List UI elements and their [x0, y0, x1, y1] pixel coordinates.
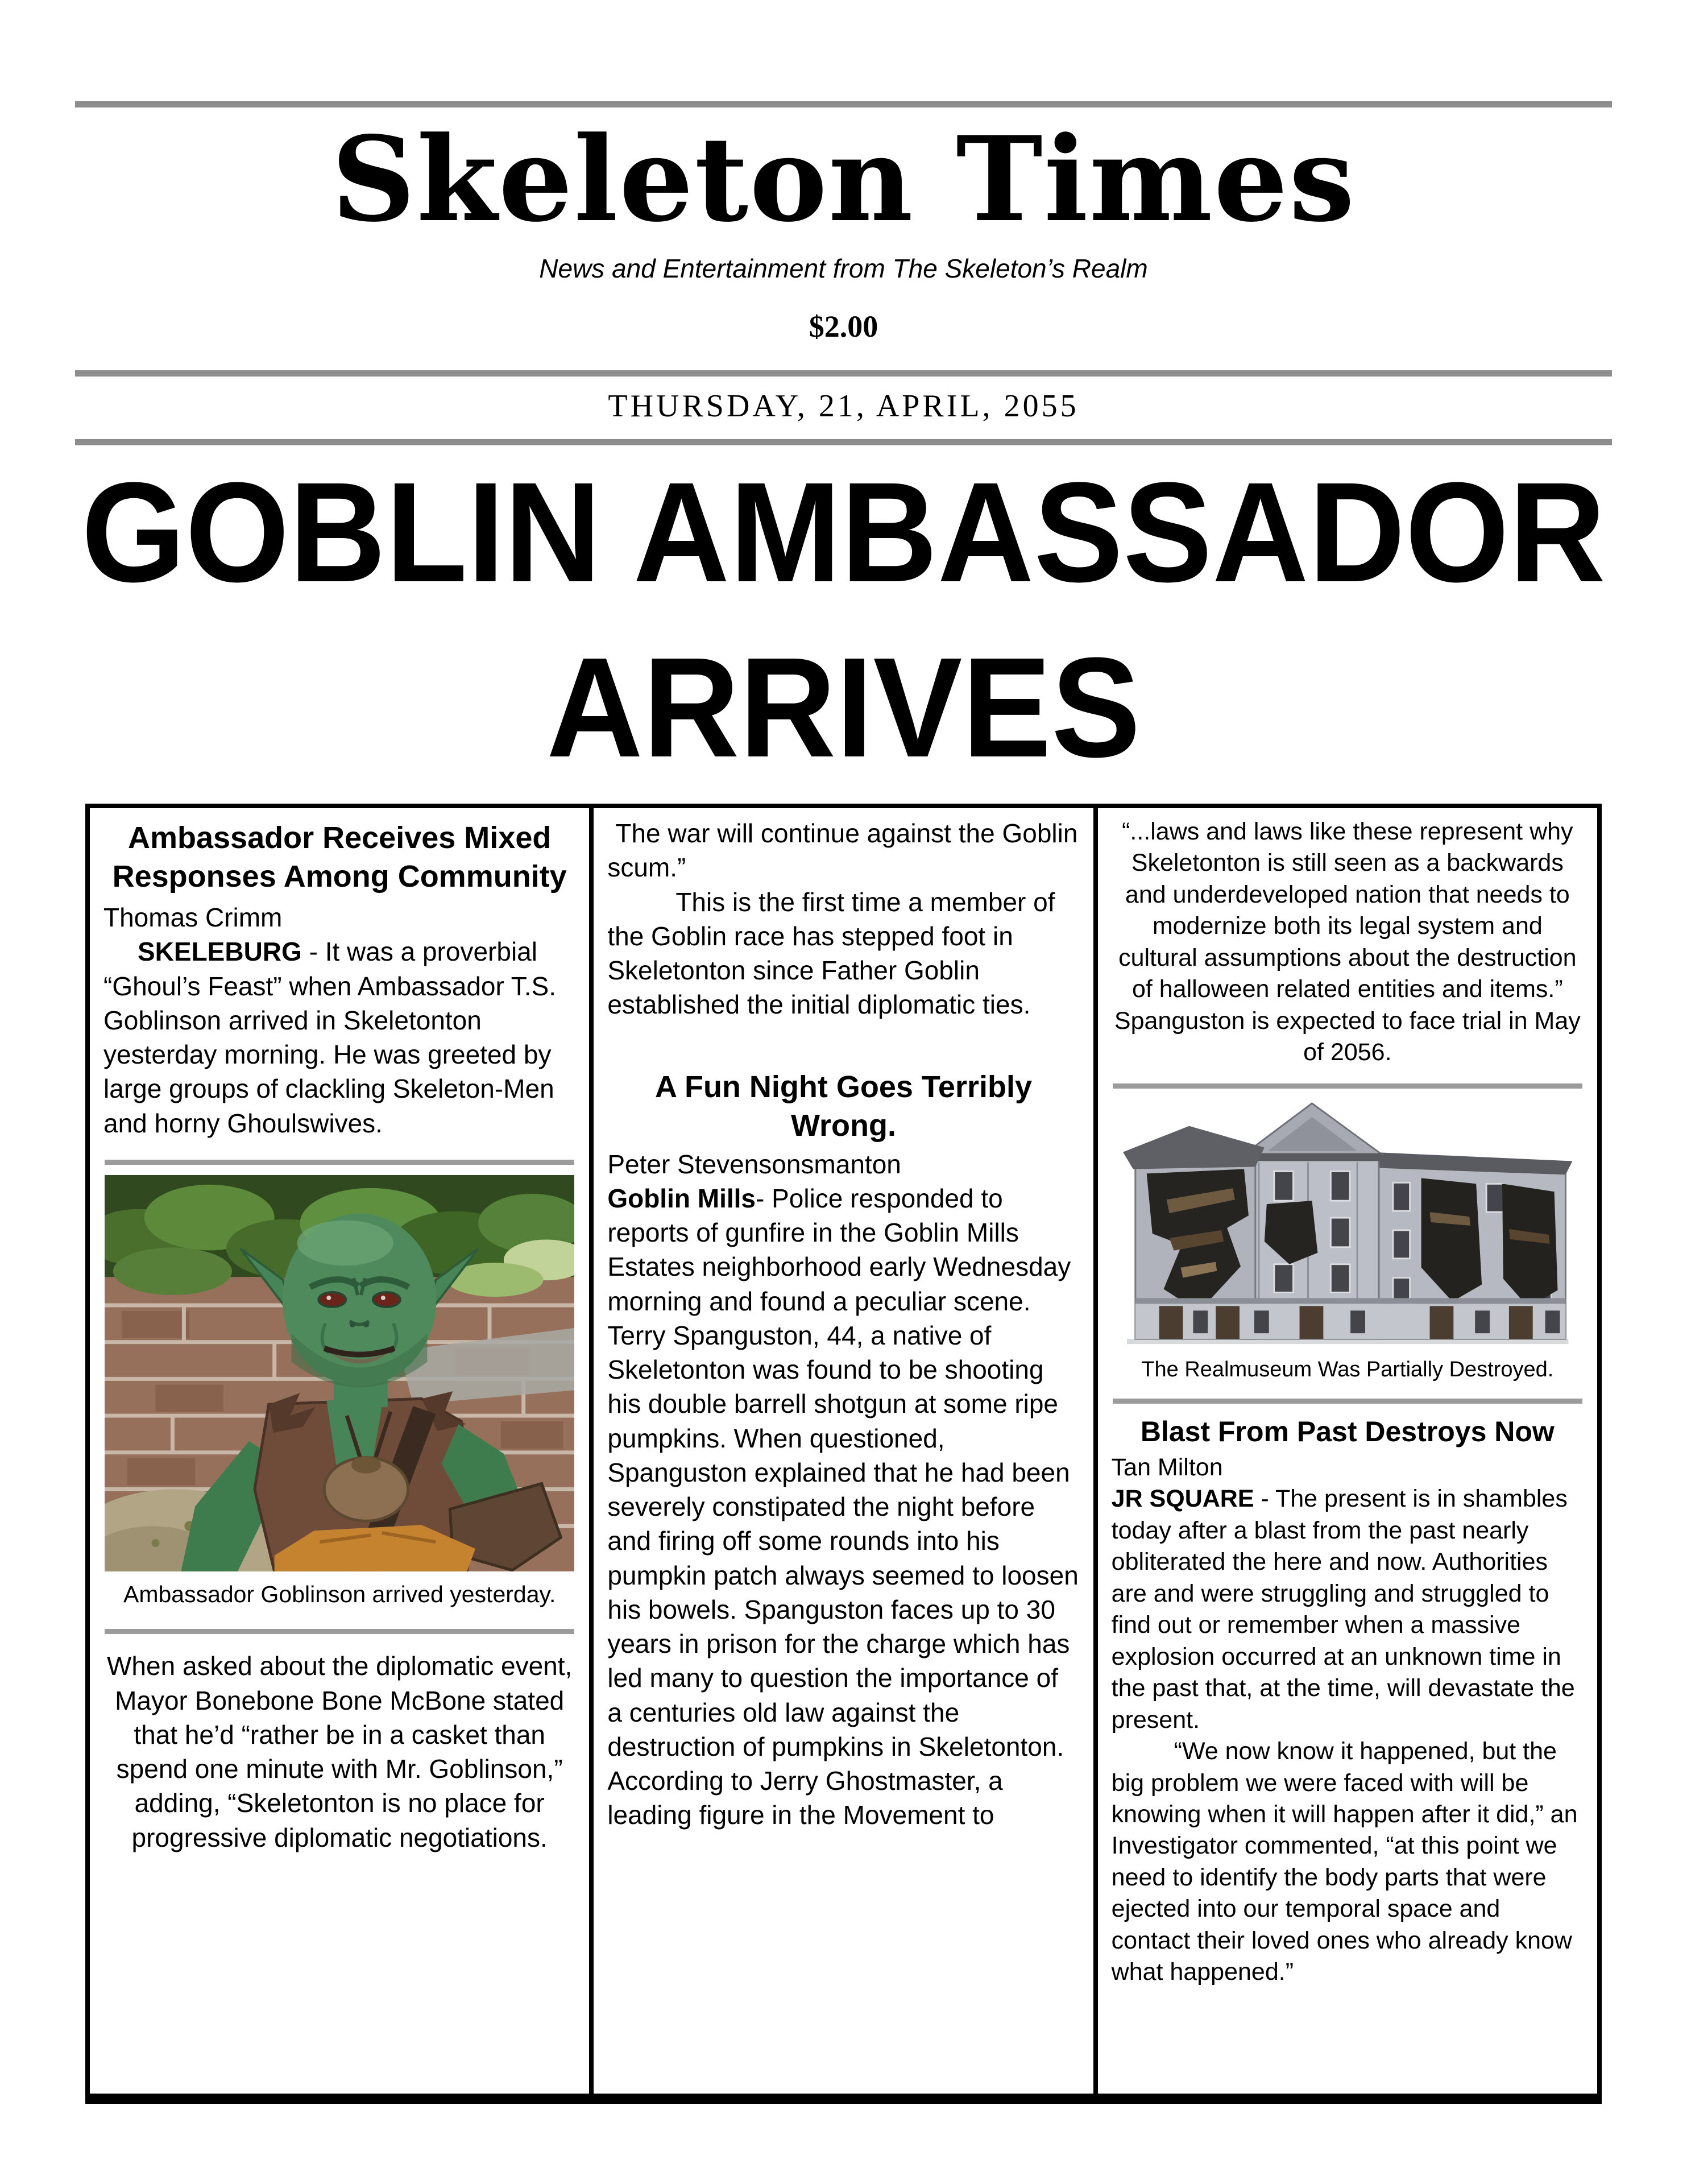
main-headline-line-1: GOBLIN AMBASSADOR: [81, 453, 1606, 611]
column-2: [589, 808, 1093, 2094]
article-3-byline: Peter Stevensonsmanton: [607, 1149, 901, 1179]
article-1-dateline: SKELEBURG: [138, 937, 302, 967]
main-headline-line-2: ARRIVES: [546, 628, 1141, 787]
article-4-photo-caption: The Realmuseum Was Partially Destroyed.: [1141, 1357, 1554, 1381]
divider: [75, 439, 1612, 445]
article-1-paragraph: [103, 934, 575, 1140]
article-4-lead-text: - The present is in shambles today after a blast from the past nearly obliterated the here and now. Authorities are and were struggling and struggled to find out or remember when a massive explosion occurred at an unknown time in the past that, at the time, will devastate the present.: [1111, 1485, 1575, 1734]
issue-date: THURSDAY, 21, APRIL, 2055: [608, 388, 1079, 424]
divider: [105, 1629, 574, 1634]
article-4-paragraph: [1112, 1483, 1584, 1736]
article-columns: [85, 804, 1602, 2104]
article-2-continuation-paragraph: The war will continue against the Goblin scum.”: [607, 818, 1078, 883]
masthead-title: Skeleton Times: [331, 111, 1356, 248]
article-3-lead-text: - Police responded to reports of gunfire in the Goblin Mills Estates neighborhood early Wednesday morning and found a peculiar scene. Terry Spanguston, 44, a native of Skeletonton was found to be shooting his double barrell shotgun at some ripe pumpkins. When questioned, Spanguston explained that he had been severely constipated the night before and firing off some rounds into his pumpkin patch always seemed to loosen his bowels. Spanguston faces up to 30 years in prison for the charge which has led many to question the importance of a centuries old law against the destruction of pumpkins in Skeletonton. According to Jerry Ghostmaster, a leading figure in the Movement to: [607, 1183, 1079, 1830]
article-4-closing-paragraph: “We now know it happened, but the big problem we were faced with will be knowing when it will happen after it did,” an Investigator commented, “at this point we need to identify the body parts that were ejected into our temporal space and contact their loved ones who already know what happened.”: [1111, 1738, 1578, 1986]
goblin-photo: [105, 1175, 574, 1571]
article-1-heading: Ambassador Receives Mixed Responses Among Community: [112, 821, 567, 894]
article-4-byline: Tan Milton: [1111, 1453, 1223, 1481]
price-label: $2.00: [809, 309, 878, 344]
article-3-quote-paragraph: “...laws and laws like these represent why Skeletonton is still seen as a backwards and underdeveloped nation that needs to modernize both its legal system and cultural assumptions about the destruction of halloween related entities and items.” Spanguston is expected to face trial in May of 2056.: [1114, 818, 1581, 1066]
article-3-paragraph: [607, 1181, 1079, 1833]
article-2-paragraph: This is the first time a member of the Goblin race has stepped foot in Skeletonton since Father Goblin established the initial diplomatic ties.: [607, 887, 1055, 1020]
article-1-lead-text: - It was a proverbial “Ghoul’s Feast” when Ambassador T.S. Goblinson arrived in Skeletonton yesterday morning. He was greeted by large groups of clackling Skeleton-Men and horny Ghoulswives.: [103, 937, 557, 1138]
divider: [75, 101, 1612, 107]
divider: [1113, 1399, 1582, 1404]
main-headline: [0, 453, 1687, 787]
article-1-byline: Thomas Crimm: [103, 903, 283, 933]
masthead: [0, 110, 1687, 344]
article-1-closing-paragraph: When asked about the diplomatic event, Mayor Bonebone Bone McBone stated that he’d “rather be in a casket than spend one minute with Mr. Goblinson,” adding, “Skeletonton is no place for progressive diplomatic negotiations.: [107, 1651, 573, 1852]
museum-photo: [1113, 1099, 1582, 1348]
divider: [105, 1160, 574, 1165]
column-3: [1093, 808, 1597, 2094]
divider: [1113, 1083, 1582, 1089]
article-1-photo-caption: Ambassador Goblinson arrived yesterday.: [123, 1581, 556, 1607]
column-1: [90, 808, 589, 2094]
article-3-heading: A Fun Night Goes Terribly Wrong.: [654, 1069, 1032, 1143]
goblin-photo-figure: [105, 1175, 574, 1571]
masthead-subtitle: News and Entertainment from The Skeleton’s Realm: [539, 254, 1148, 283]
article-4-dateline: JR SQUARE: [1111, 1485, 1254, 1513]
article-4-heading: Blast From Past Destroys Now: [1140, 1415, 1555, 1447]
article-3-dateline: Goblin Mills: [607, 1183, 756, 1213]
divider: [75, 370, 1612, 377]
museum-photo-figure: [1113, 1099, 1582, 1348]
